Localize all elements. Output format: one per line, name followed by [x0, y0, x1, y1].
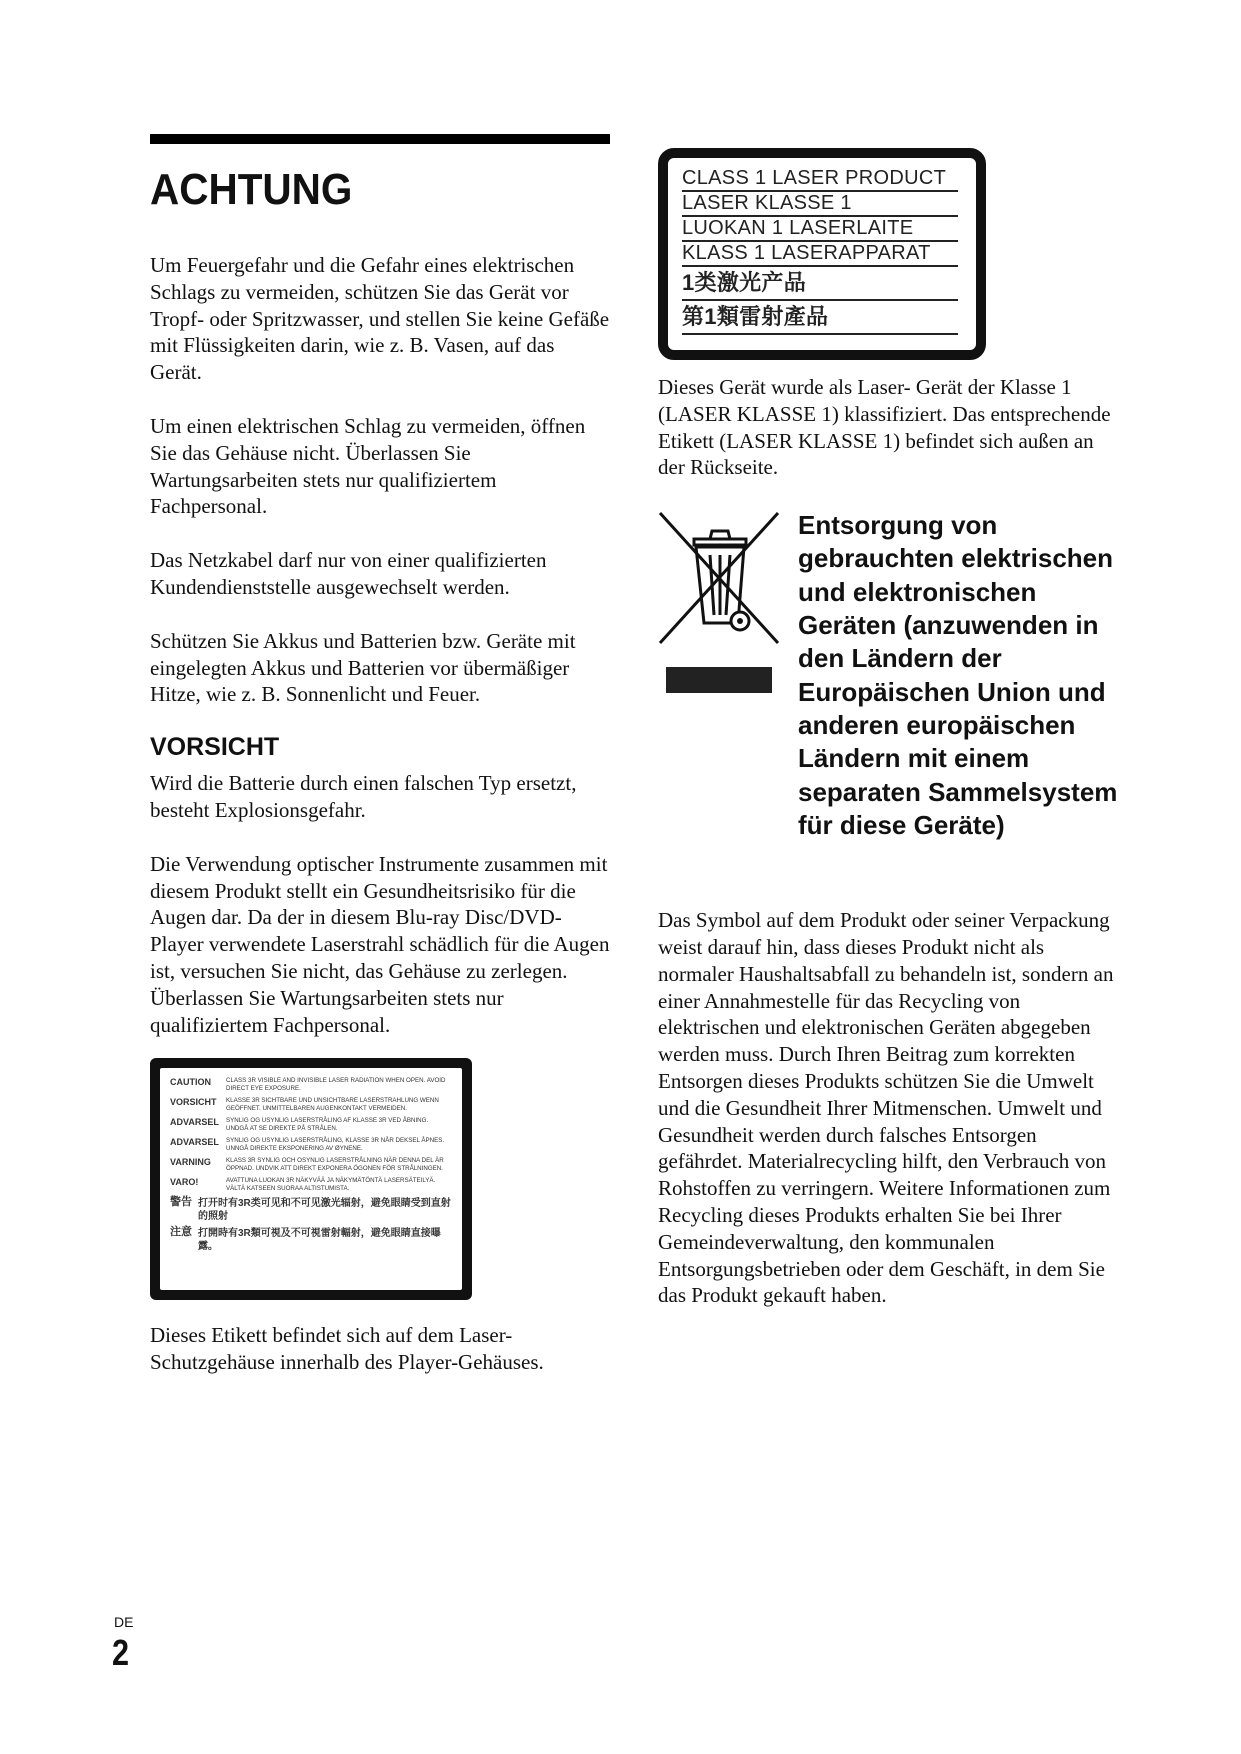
warning-row [170, 1077, 452, 1093]
weee-text: Das Symbol auf dem Produkt oder seiner Verpackung weist darauf hin, dass dieses Produkt nicht als normaler Haushaltsabfall zu behandeln ist, sondern an einer Annahmestelle für das Recycling von elektrischen und elektronischen Geräten abgegeben werden muss. Durch Ihren Beitrag zum korrekten Entsorgen dieses Produkts schützen Sie die Umwelt und die Gesundheit Ihrer Mitmenschen. Umwelt und Gesundheit werden durch falsches Entsorgen gefährdet. Materialrecycling hilft, den Verbrauch von Rohstoffen zu verringern. Weitere Informationen zum Recycling dieses Produkts erhalten Sie bei Ihrer Gemeindeverwaltung, den kommunalen Entsorgungsbetrieben oder dem Geschäft, in dem Sie das Produkt gekauft haben. [658, 908, 1114, 1308]
laser-label-line: LUOKAN 1 LASERLAITE [682, 217, 958, 242]
weee-section [658, 509, 1120, 907]
warning-key: VARNING [170, 1157, 211, 1168]
laser-class-caption: Dieses Gerät wurde als Laser- Gerät der Klasse 1 (LASER KLASSE 1) klassifiziert. Das entsprechende Etikett (LASER KLASSE 1) befindet sich außen an der Rückseite. [658, 375, 1111, 480]
warning-row [170, 1197, 452, 1223]
warning-text: SYNLIG OG USYNLIG LASERSTRÅLING AF KLASSE 3R VED ÅBNING. UNDGÅ AT SE DIREKTE PÅ STRÅLEN. [226, 1117, 429, 1133]
laser-label-line: KLASS 1 LASERAPPARAT [682, 242, 958, 267]
weee-heading: Entsorgung von gebrauchten elektrischen und elektronischen Geräten (anzuwenden in den Ländern der Europäischen Union und anderen europäischen Ländern mit einem separaten Sammelsystem für diese Geräte) [798, 510, 1118, 840]
warning-row [170, 1137, 452, 1153]
warning-key: VARO! [170, 1177, 199, 1188]
warning-text: SYNLIG OG USYNLIG LASERSTRÅLING, KLASSE 3R NÅR DEKSEL ÅPNES. UNNGÅ DIREKTE EKSPONERING AV ØYNENE. [226, 1137, 445, 1153]
warning-text: CLASS 3R VISIBLE AND INVISIBLE LASER RADIATION WHEN OPEN. AVOID DIRECT EYE EXPOSURE. [226, 1077, 446, 1093]
right-column [658, 148, 1120, 1309]
left-column [150, 134, 610, 1376]
laser-warning-label-inner [160, 1068, 462, 1290]
paragraph-power-cord: Das Netzkabel darf nur von einer qualifizierten Kundendienststelle ausgewechselt werden. [150, 548, 547, 599]
warning-text: 打开时有3R类可见和不可见激光辐射，避免眼睛受到直射的照射 [198, 1198, 451, 1223]
paragraph-fire-hazard: Um Feuergefahr und die Gefahr eines elektrischen Schlags zu vermeiden, schützen Sie das Gerät vor Tropf- oder Spritzwasser, und stellen Sie keine Gefäße mit Flüssigkeiten darin, wie z. B. Vasen, auf das Gerät. [150, 253, 610, 385]
warning-text: KLASSE 3R SICHTBARE UND UNSICHTBARE LASERSTRAHLUNG WENN GEÖFFNET. UNMITTELBAREN AUGENKONTAKT VERMEIDEN. [226, 1097, 439, 1113]
label-caption: Dieses Etikett befindet sich auf dem Laser-Schutzgehäuse innerhalb des Player-Gehäuses. [150, 1323, 544, 1375]
vorsicht-heading: VORSICHT [150, 733, 280, 762]
warning-text: 打開時有3R類可視及不可視雷射輻射，避免眼睛直接曝露。 [198, 1228, 441, 1253]
warning-row [170, 1177, 452, 1193]
paragraph-optical-instruments: Die Verwendung optischer Instrumente zusammen mit diesem Produkt stellt ein Gesundheitsrisiko für die Augen dar. Da der in diesem Blu-ray Disc/DVD-Player verwendete Laserstrahl schädlich für die Augen ist, versuchen Sie nicht, das Gehäuse zu zerlegen. Überlassen Sie Wartungsarbeiten stets nur qualifiziertem Fachpersonal. [150, 851, 610, 1037]
paragraph-battery-explosion: Wird die Batterie durch einen falschen Typ ersetzt, besteht Explosionsgefahr. [150, 771, 577, 822]
footer-language: DE [114, 1614, 134, 1630]
laser-label-line: 第1類雷射產品 [682, 301, 958, 335]
warning-key: 注意 [170, 1226, 192, 1239]
class1-laser-label [658, 148, 986, 360]
crossed-out-bin-icon [658, 511, 780, 701]
warning-text: AVATTUNA LUOKAN 3R NÄKYVÄÄ JA NÄKYMÄTÖNTÄ LASERSÄTEILYÄ. VÄLTÄ KATSEEN SUORAA ALTISTUMISTA. [226, 1177, 436, 1193]
warning-key: ADVARSEL [170, 1117, 219, 1128]
title-rule [150, 134, 610, 144]
warning-key: VORSICHT [170, 1097, 217, 1108]
warning-key: ADVARSEL [170, 1137, 219, 1148]
warning-row [170, 1117, 452, 1133]
paragraph-electric-shock: Um einen elektrischen Schlag zu vermeiden, öffnen Sie das Gehäuse nicht. Überlassen Sie Wartungsarbeiten stets nur qualifiziertem Fachpersonal. [150, 413, 586, 519]
page-title: ACHTUNG [150, 165, 353, 214]
warning-text: KLASS 3R SYNLIG OCH OSYNLIG LASERSTRÅLNING NÄR DENNA DEL ÄR ÖPPNAD. UNDVIK ATT DIREKT EXPONERA ÖGONEN FÖR STRÅLNINGEN. [226, 1157, 444, 1173]
laser-label-line: 1类激光产品 [682, 267, 958, 301]
laser-label-line: CLASS 1 LASER PRODUCT [682, 167, 958, 192]
warning-key: 警告 [170, 1196, 192, 1209]
warning-row [170, 1227, 452, 1253]
warning-row [170, 1157, 452, 1173]
page-number: 2 [112, 1632, 130, 1673]
laser-label-line: LASER KLASSE 1 [682, 192, 958, 217]
laser-warning-label [150, 1058, 472, 1300]
paragraph-batteries: Schützen Sie Akkus und Batterien bzw. Geräte mit eingelegten Akkus und Batterien vor übermäßiger Hitze, wie z. B. Sonnenlicht und Feuer. [150, 628, 576, 707]
warning-row [170, 1097, 452, 1113]
warning-key: CAUTION [170, 1077, 211, 1088]
